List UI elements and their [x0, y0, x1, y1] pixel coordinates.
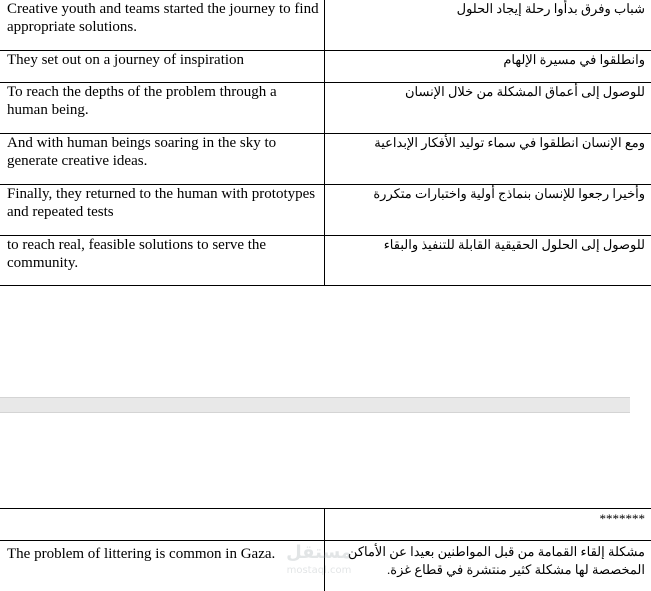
asterisk-separator: ******* — [329, 509, 645, 528]
arabic-cell: ومع الإنسان انطلقوا في سماء توليد الأفكار الإبداعية — [325, 133, 651, 184]
english-cell — [0, 509, 325, 541]
watermark-site-text: mostaql.com — [287, 565, 352, 576]
arabic-cell: وانطلقوا في مسيرة الإلهام — [325, 50, 651, 82]
translation-row-1 — [0, 0, 651, 50]
arabic-cell: شباب وفرق بدأوا رحلة إيجاد الحلول — [325, 0, 651, 50]
translation-row-3 — [0, 82, 651, 133]
translation-table — [0, 0, 651, 286]
arabic-cell: وأخيرا رجعوا للإنسان بنماذج أولية واختبارات متكررة — [325, 184, 651, 235]
english-cell: The problem of littering is common in Gaza. — [0, 541, 325, 591]
arabic-cell: مشكلة إلقاء القمامة من قبل المواطنين بعيدا عن الأماكن المخصصة لها مشكلة كثير منتشرة في قطاع غزة. — [325, 541, 651, 591]
arabic-cell: للوصول إلى الحلول الحقيقية القابلة للتنفيذ والبقاء — [325, 235, 651, 285]
english-cell: to reach real, feasible solutions to serve the community. — [0, 235, 325, 285]
page-break — [0, 397, 630, 413]
problem-row — [0, 541, 651, 591]
watermark-logo-text: مستقل — [286, 542, 352, 563]
separator-row — [0, 509, 651, 541]
english-cell: Finally, they returned to the human with prototypes and repeated tests — [0, 184, 325, 235]
arabic-cell: للوصول إلى أعماق المشكلة من خلال الإنسان — [325, 82, 651, 133]
translation-row-4 — [0, 133, 651, 184]
arabic-cell — [325, 509, 651, 541]
english-cell: To reach the depths of the problem through a human being. — [0, 82, 325, 133]
english-cell: They set out on a journey of inspiration — [0, 50, 325, 82]
problem-table — [0, 508, 651, 591]
english-cell: And with human beings soaring in the sky to generate creative ideas. — [0, 133, 325, 184]
translation-row-6 — [0, 235, 651, 285]
translation-row-2 — [0, 50, 651, 82]
translation-row-5 — [0, 184, 651, 235]
english-cell: Creative youth and teams started the journey to find appropriate solutions. — [0, 0, 325, 50]
